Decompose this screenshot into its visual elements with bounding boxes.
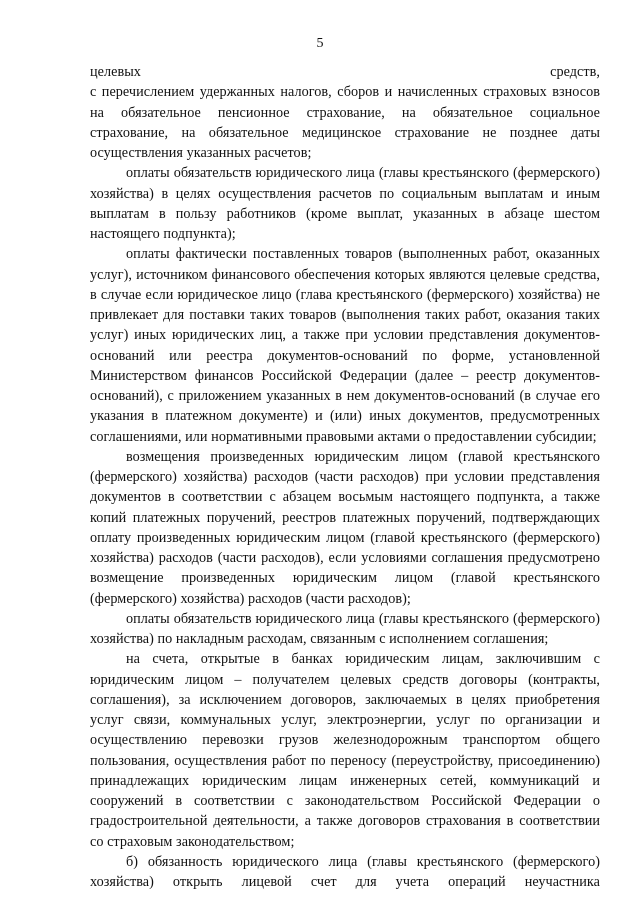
paragraph-5: оплаты обязательств юридического лица (главы крестьянского (фермерского) хозяйства) по накладным расходам, связанным с исполнением соглашения; <box>90 610 600 647</box>
page-number: 5 <box>316 36 324 51</box>
paragraph-4: возмещения произведенных юридическим лицом (главой крестьянского (фермерского) хозяйства) расходов (части расходов) при условии представления документов в соответствии с абзацем восьмым настоящего подпункта, а также копий платежных поручений, реестров платежных поручений, подтверждающих оплату произведенных юридическим лицом (главой крестьянского (фермерского) хозяйства) расходов (части расходов), если условиями соглашения предусмотрено возмещение произведенных юридическим лицом (главой крестьянского (фермерского) хозяйства) расходов (части расходов); <box>90 448 600 607</box>
first-line-right-word: средств, <box>550 64 600 80</box>
paragraph-7: б) обязанность юридического лица (главы крестьянского (фермерского) хозяйства) открыть лицевой счет для учета операций неучастника <box>90 853 600 890</box>
paragraph-1-text: с перечислением удержанных налогов, сборов и начисленных страховых взносов на обязательное пенсионное страхование, на обязательное социальное страхование, на обязательное медицинское страхование не позднее даты осуществления указанных расчетов; <box>90 84 600 161</box>
document-body <box>90 62 600 892</box>
paragraph-6: на счета, открытые в банках юридическим лицам, заключившим с юридическим лицом – получателем целевых средств договоры (контракты, соглашения), за исключением договоров, заключаемых в целях приобретения услуг связи, коммунальных услуг, электроэнергии, услуг по организации и осуществлению перевозки грузов железнодорожным транспортом общего пользования, осуществления работ по переносу (переустройству, присоединению) принадлежащих юридическим лицам инженерных сетей, коммуникаций и сооружений в соответствии с законодательством Российской Федерации о градостроительной деятельности, а также договоров страхования в соответствии со страховым законодательством; <box>90 651 600 850</box>
paragraph-2: оплаты обязательств юридического лица (главы крестьянского (фермерского) хозяйства) в целях осуществления расчетов по социальным выплатам и иным выплатам в пользу работников (кроме выплат, указанных в абзаце шестом настоящего подпункта); <box>90 165 600 242</box>
first-line-left-word: целевых <box>90 64 141 80</box>
paragraph-3: оплаты фактически поставленных товаров (выполненных работ, оказанных услуг), источником финансового обеспечения которых являются целевые средства, в случае если юридическое лицо (глава крестьянского (фермерского) хозяйства) не привлекает для поставки таких товаров (выполнения таких работ, оказания таких услуг) иных юридических лиц, а также при условии представления документов-оснований или реестра документов-оснований по форме, установленной Министерством финансов Российской Федерации (далее – реестр документов-оснований), с приложением указанных в нем документов-оснований (в случае его указания в платежном документе) и (или) иных документов, предусмотренных соглашениями, или нормативными правовыми актами о предоставлении субсидии; <box>90 246 600 445</box>
first-line <box>90 62 600 82</box>
paragraph-1 <box>90 62 600 163</box>
